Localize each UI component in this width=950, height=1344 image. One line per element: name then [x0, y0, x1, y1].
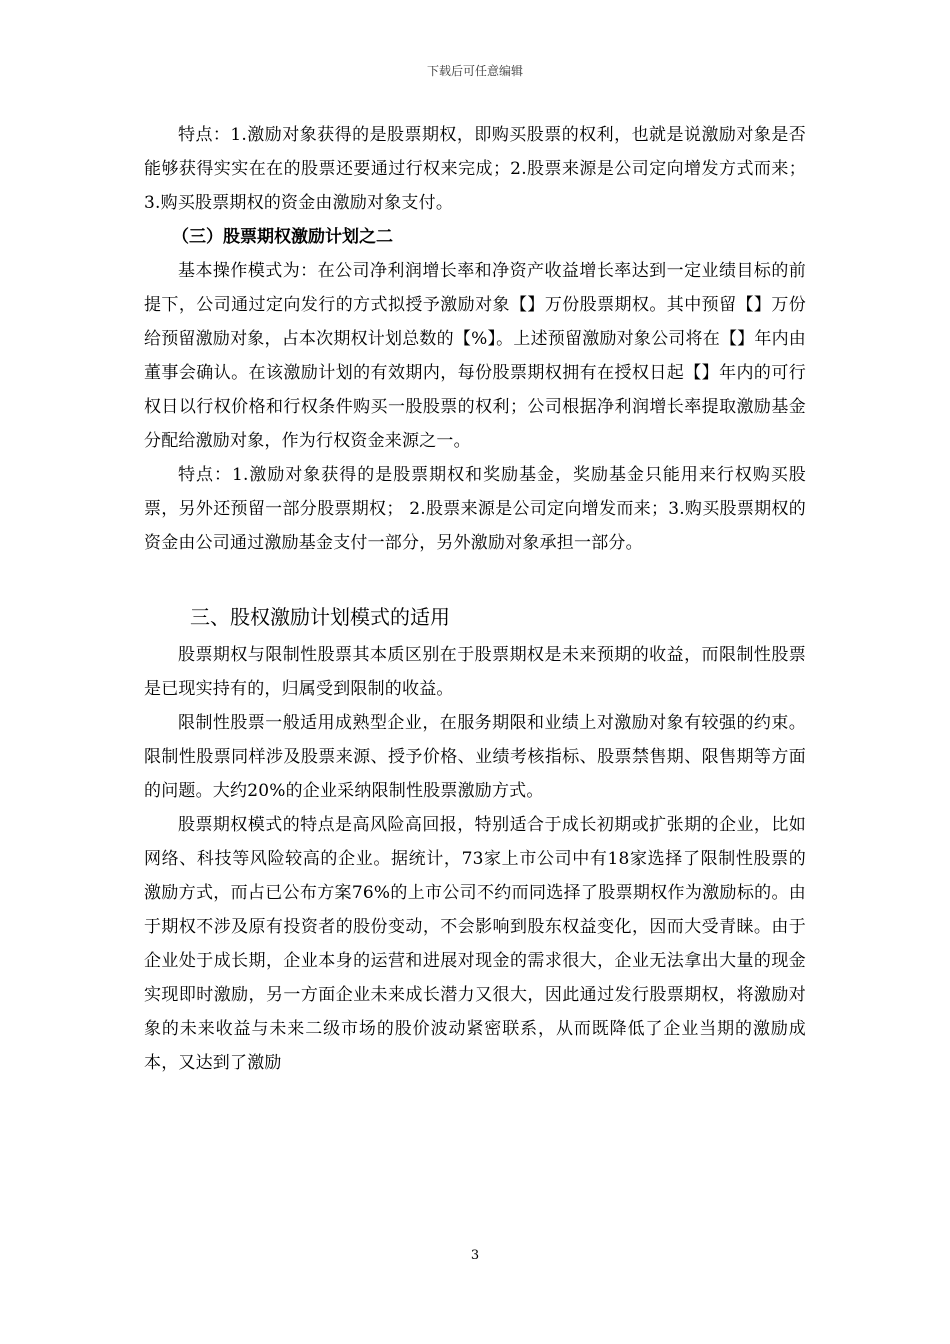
header-note: 下载后可任意编辑 [426, 64, 523, 78]
paragraph-essential-difference: 股票期权与限制性股票其本质区别在于股票期权是未来预期的收益，而限制性股票是已现实持有的，归属受到限制的收益。 [144, 645, 806, 699]
paragraph-features-2: 特点：1.激励对象获得的是股票期权和奖励基金，奖励基金只能用来行权购买股票，另外还预留一部分股票期权； 2.股票来源是公司定向增发而来；3.购买股票期权的资金由公司通过激励基金支付一部分，另外激励对象承担一部分。 [144, 465, 806, 553]
paragraph-restricted-stock: 限制性股票一般适用成熟型企业，在服务期限和业绩上对激励对象有较强的约束。限制性股票同样涉及股票来源、授予价格、业绩考核指标、股票禁售期、限售期等方面的问题。大约20%的企业采纳限制性股票激励方式。 [144, 713, 806, 801]
paragraph-stock-option-mode: 股票期权模式的特点是高风险高回报，特别适合于成长初期或扩张期的企业，比如网络、科技等风险较高的企业。据统计，73家上市公司中有18家选择了限制性股票的激励方式，而占已公布方案76%的上市公司不约而同选择了股票期权作为激励标的。由于期权不涉及原有投资者的股份变动，不会影响到股东权益变化，因而大受青睐。由于企业处于成长期，企业本身的运营和进展对现金的需求很大，企业无法拿出大量的现金实现即时激励，另一方面企业未来成长潜力又很大，因此通过发行股票期权，将激励对象的未来收益与未来二级市场的股价波动紧密联系，从而既降低了企业当期的激励成本，又达到了激励 [144, 815, 806, 1073]
document-body [144, 118, 806, 1080]
paragraph-basic-mode: 基本操作模式为：在公司净利润增长率和净资产收益增长率达到一定业绩目标的前提下，公司通过定向发行的方式拟授予激励对象【】万份股票期权。其中预留【】万份给预留激励对象，占本次期权计划总数的【%】。上述预留激励对象公司将在【】年内由董事会确认。在该激励计划的有效期内，每份股票期权拥有在授权日起【】年内的可行权日以行权价格和行权条件购买一股股票的权利；公司根据净利润增长率提取激励基金分配给激励对象，作为行权资金来源之一。 [144, 261, 806, 451]
page-number: 3 [470, 1248, 480, 1263]
subheading-stock-option-plan-2: （三）股票期权激励计划之二 [172, 227, 393, 247]
section-heading-applicability: 三、股权激励计划模式的适用 [190, 605, 450, 629]
paragraph-features-1: 特点：1.激励对象获得的是股票期权，即购买股票的权利，也就是说激励对象是否能够获得实实在在的股票还要通过行权来完成；2.股票来源是公司定向增发方式而来；3.购买股票期权的资金由激励对象支付。 [144, 125, 806, 213]
